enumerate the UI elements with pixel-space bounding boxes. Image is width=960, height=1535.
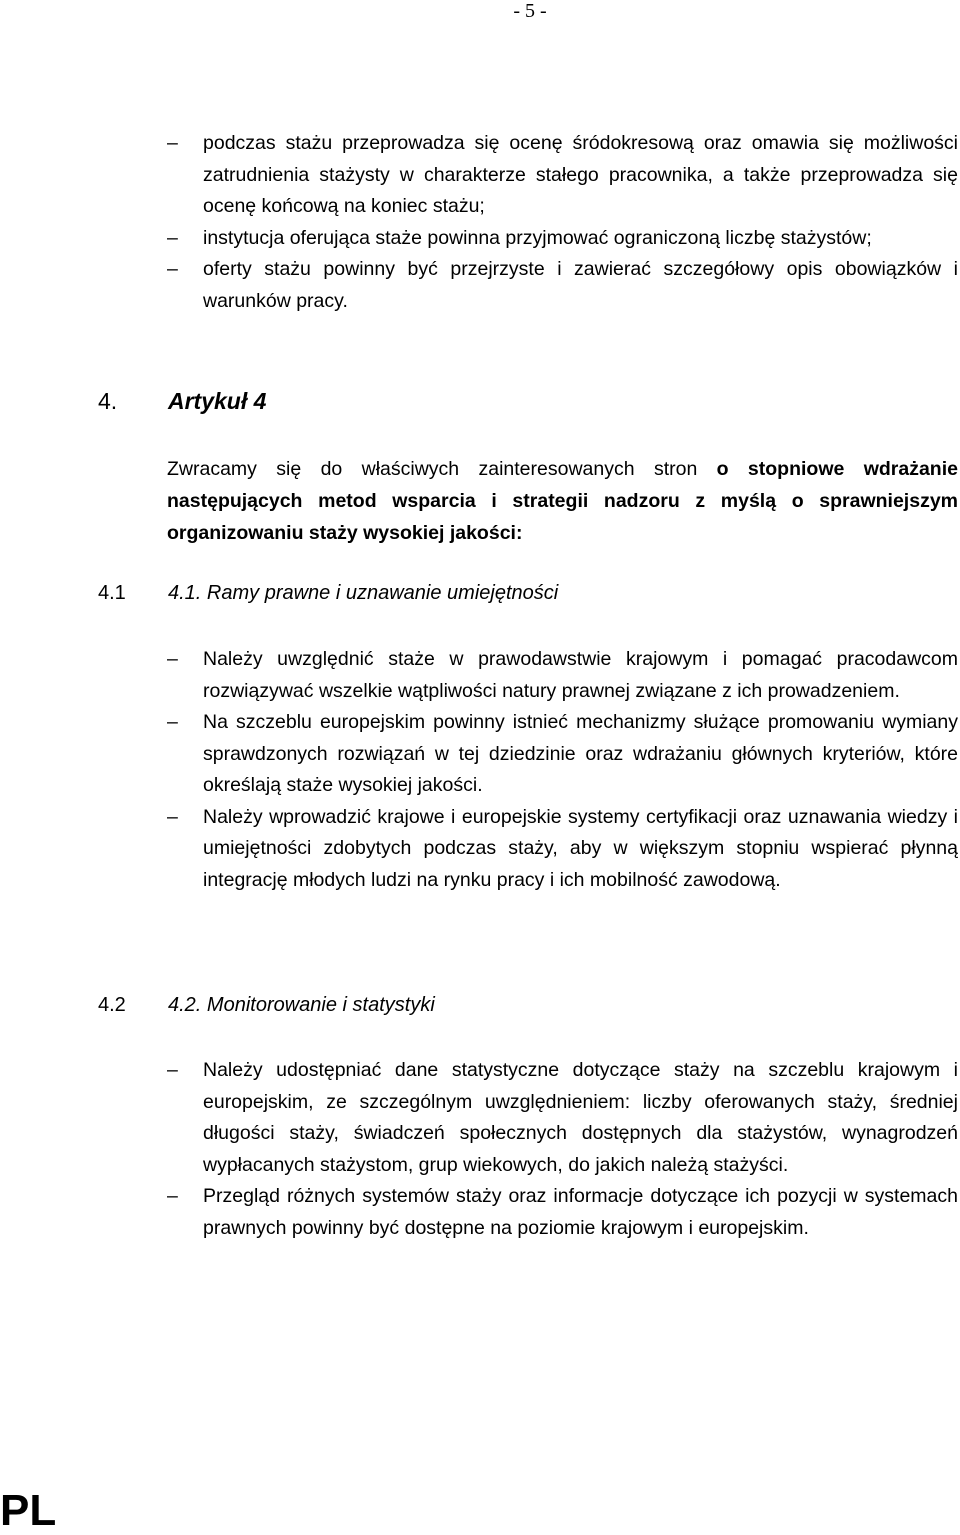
- article-number: 4.: [98, 388, 118, 414]
- intro-paragraph: [167, 453, 958, 549]
- list-item: [0, 802, 960, 897]
- dash-marker: –: [167, 711, 178, 733]
- dash-marker: –: [167, 226, 178, 249]
- intro-bold-text: o stopniowe wdrażanie następujących metod wsparcia i strategii nadzoru z myślą o sprawniejszym organizowaniu staży wysokiej jakości:: [167, 458, 958, 544]
- page-number: - 5 -: [513, 0, 547, 22]
- dash-marker: –: [167, 132, 178, 154]
- intro-plain-text: Zwracamy się do właściwych zainteresowanych stron: [167, 458, 717, 480]
- list-item-text: Należy wprowadzić krajowe i europejskie systemy certyfikacji oraz uznawania wiedzy i umiejętności zdobytych podczas staży, aby w większym stopniu wspierać płynną integrację młodych ludzi na rynku pracy i ich mobilność zawodową.: [203, 805, 958, 891]
- list-item: [0, 707, 960, 802]
- section-heading-4-2: [98, 994, 435, 1017]
- section-title: 4.2. Monitorowanie i statystyki: [168, 994, 435, 1016]
- section-number: 4.2: [98, 994, 126, 1016]
- dash-marker: –: [167, 1059, 178, 1081]
- top-bullet-list: [0, 128, 960, 317]
- section-title: 4.1. Ramy prawne i uznawanie umiejętności: [168, 582, 559, 604]
- list-item: [0, 1055, 960, 1181]
- article-heading: [98, 388, 266, 415]
- list-item: [0, 223, 960, 255]
- dash-marker: –: [167, 648, 178, 670]
- list-item: [0, 254, 960, 317]
- section-heading-4-1: [98, 582, 558, 605]
- section-4-2-list: [0, 1055, 960, 1244]
- dash-marker: –: [167, 805, 178, 828]
- list-item-text: Należy udostępniać dane statystyczne dotyczące staży na szczeblu krajowym i europejskim, ze szczególnym uwzględnieniem: liczby oferowanych staży, średniej długości staży, świadczeń społecznych dostępnych dla stażystów, wynagrodzeń wypłacanych stażystom, grup wiekowych, do jakich należą stażyści.: [203, 1059, 958, 1176]
- dash-marker: –: [167, 258, 178, 280]
- section-number: 4.1: [98, 582, 126, 604]
- list-item-text: podczas stażu przeprowadza się ocenę śródokresową oraz omawia się możliwości zatrudnienia stażysty w charakterze stałego pracownika, a także przeprowadza się ocenę końcową na koniec stażu;: [203, 132, 958, 217]
- list-item: [0, 644, 960, 707]
- list-item-text: oferty stażu powinny być przejrzyste i zawierać szczegółowy opis obowiązków i warunków pracy.: [203, 258, 958, 312]
- language-mark: PL: [0, 1486, 57, 1535]
- list-item: [0, 128, 960, 223]
- list-item-text: Przegląd różnych systemów staży oraz informacje dotyczące ich pozycji w systemach prawnych powinny być dostępne na poziomie krajowym i europejskim.: [203, 1185, 958, 1239]
- list-item-text: Na szczeblu europejskim powinny istnieć mechanizmy służące promowaniu wymiany sprawdzonych rozwiązań w tej dziedzinie oraz wdrażaniu głównych kryteriów, które określają staże wysokiej jakości.: [203, 711, 958, 796]
- section-4-1-list: [0, 644, 960, 896]
- list-item-text: instytucja oferująca staże powinna przyjmować ograniczoną liczbę stażystów;: [203, 226, 872, 249]
- dash-marker: –: [167, 1185, 178, 1207]
- list-item-text: Należy uwzględnić staże w prawodawstwie krajowym i pomagać pracodawcom rozwiązywać wszelkie wątpliwości natury prawnej związane z ich prowadzeniem.: [203, 648, 958, 702]
- article-title: Artykuł 4: [168, 388, 267, 414]
- list-item: [0, 1181, 960, 1244]
